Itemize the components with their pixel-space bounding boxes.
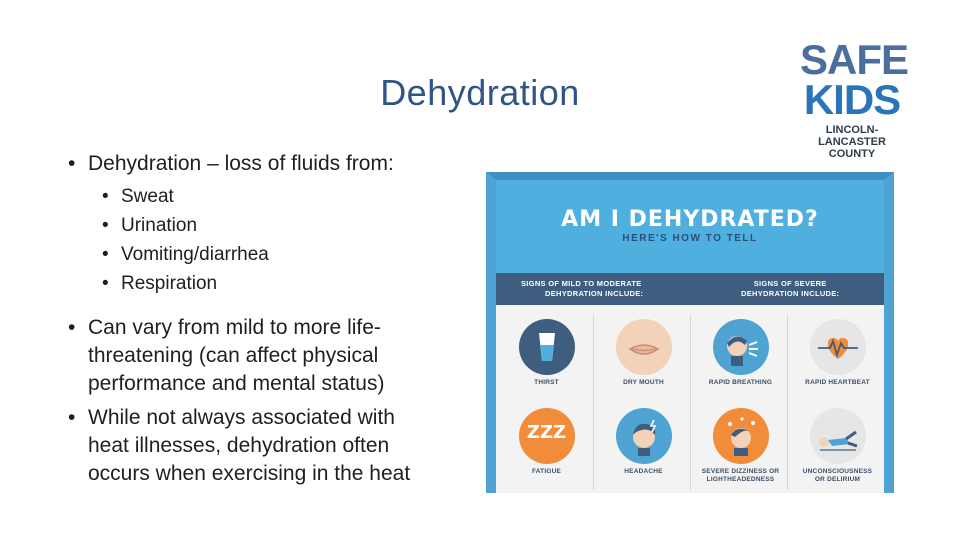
fluid-loss-sublist (102, 182, 468, 298)
symptom-label: HEADACHE (624, 468, 663, 475)
bullet-dehydration: • Dehydration – loss of fluids from: (68, 150, 468, 178)
infographic-subtitle: HERE'S HOW TO TELL (622, 233, 758, 244)
header-line: DEHYDRATION INCLUDE: (741, 289, 840, 298)
safe-kids-logo (800, 36, 909, 160)
label-line: SEVERE DIZZINESS OR (701, 468, 780, 475)
county-line: LANCASTER (818, 136, 886, 148)
county-line: LINCOLN- (825, 124, 879, 136)
bullet-line: threatening (can affect physical (88, 344, 379, 367)
bullet-line: performance and mental status) (88, 372, 385, 395)
dehydration-infographic (486, 172, 894, 493)
bullet-heat (68, 404, 468, 488)
infographic-frame (486, 172, 894, 493)
bullet-line: heat illnesses, dehydration often (88, 434, 390, 457)
label-line: UNCONSCIOUSNESS (802, 468, 873, 475)
label-line: LIGHTHEADEDNESS (706, 476, 775, 483)
symptom-label: DRY MOUTH (623, 379, 664, 386)
county-line: COUNTY (828, 148, 876, 160)
infographic-title: AM I DEHYDRATED? (561, 207, 819, 232)
sub-bullet: • Vomiting/diarrhea (102, 240, 468, 269)
bullet-line: Can vary from mild to more life- (88, 316, 381, 339)
sub-bullet: • Urination (102, 211, 468, 240)
bullet-line: occurs when exercising in the heat (88, 462, 411, 485)
bullet-line: While not always associated with (88, 406, 395, 429)
header-line: DEHYDRATION INCLUDE: (545, 289, 644, 298)
header-line: SIGNS OF SEVERE (753, 279, 827, 288)
symptom-label: RAPID BREATHING (708, 379, 773, 386)
logo-safe: SAFE (800, 36, 909, 83)
bullet-list (68, 150, 468, 488)
symptom-label: RAPID HEARTBEAT (805, 379, 870, 386)
zzz-text: ZZZ (526, 422, 567, 443)
sub-bullet: • Respiration (102, 269, 468, 298)
bullet-severity (68, 314, 468, 398)
logo-county (800, 124, 904, 160)
symptom-label: FATIGUE (531, 468, 562, 475)
sub-bullet: • Sweat (102, 182, 468, 211)
header-line: SIGNS OF MILD TO MODERATE (521, 279, 642, 288)
label-line: OR DELIRIUM (814, 476, 861, 483)
logo-kids: KIDS (803, 76, 901, 123)
symptom-label: THIRST (534, 379, 559, 386)
slide-title: Dehydration (380, 72, 580, 113)
